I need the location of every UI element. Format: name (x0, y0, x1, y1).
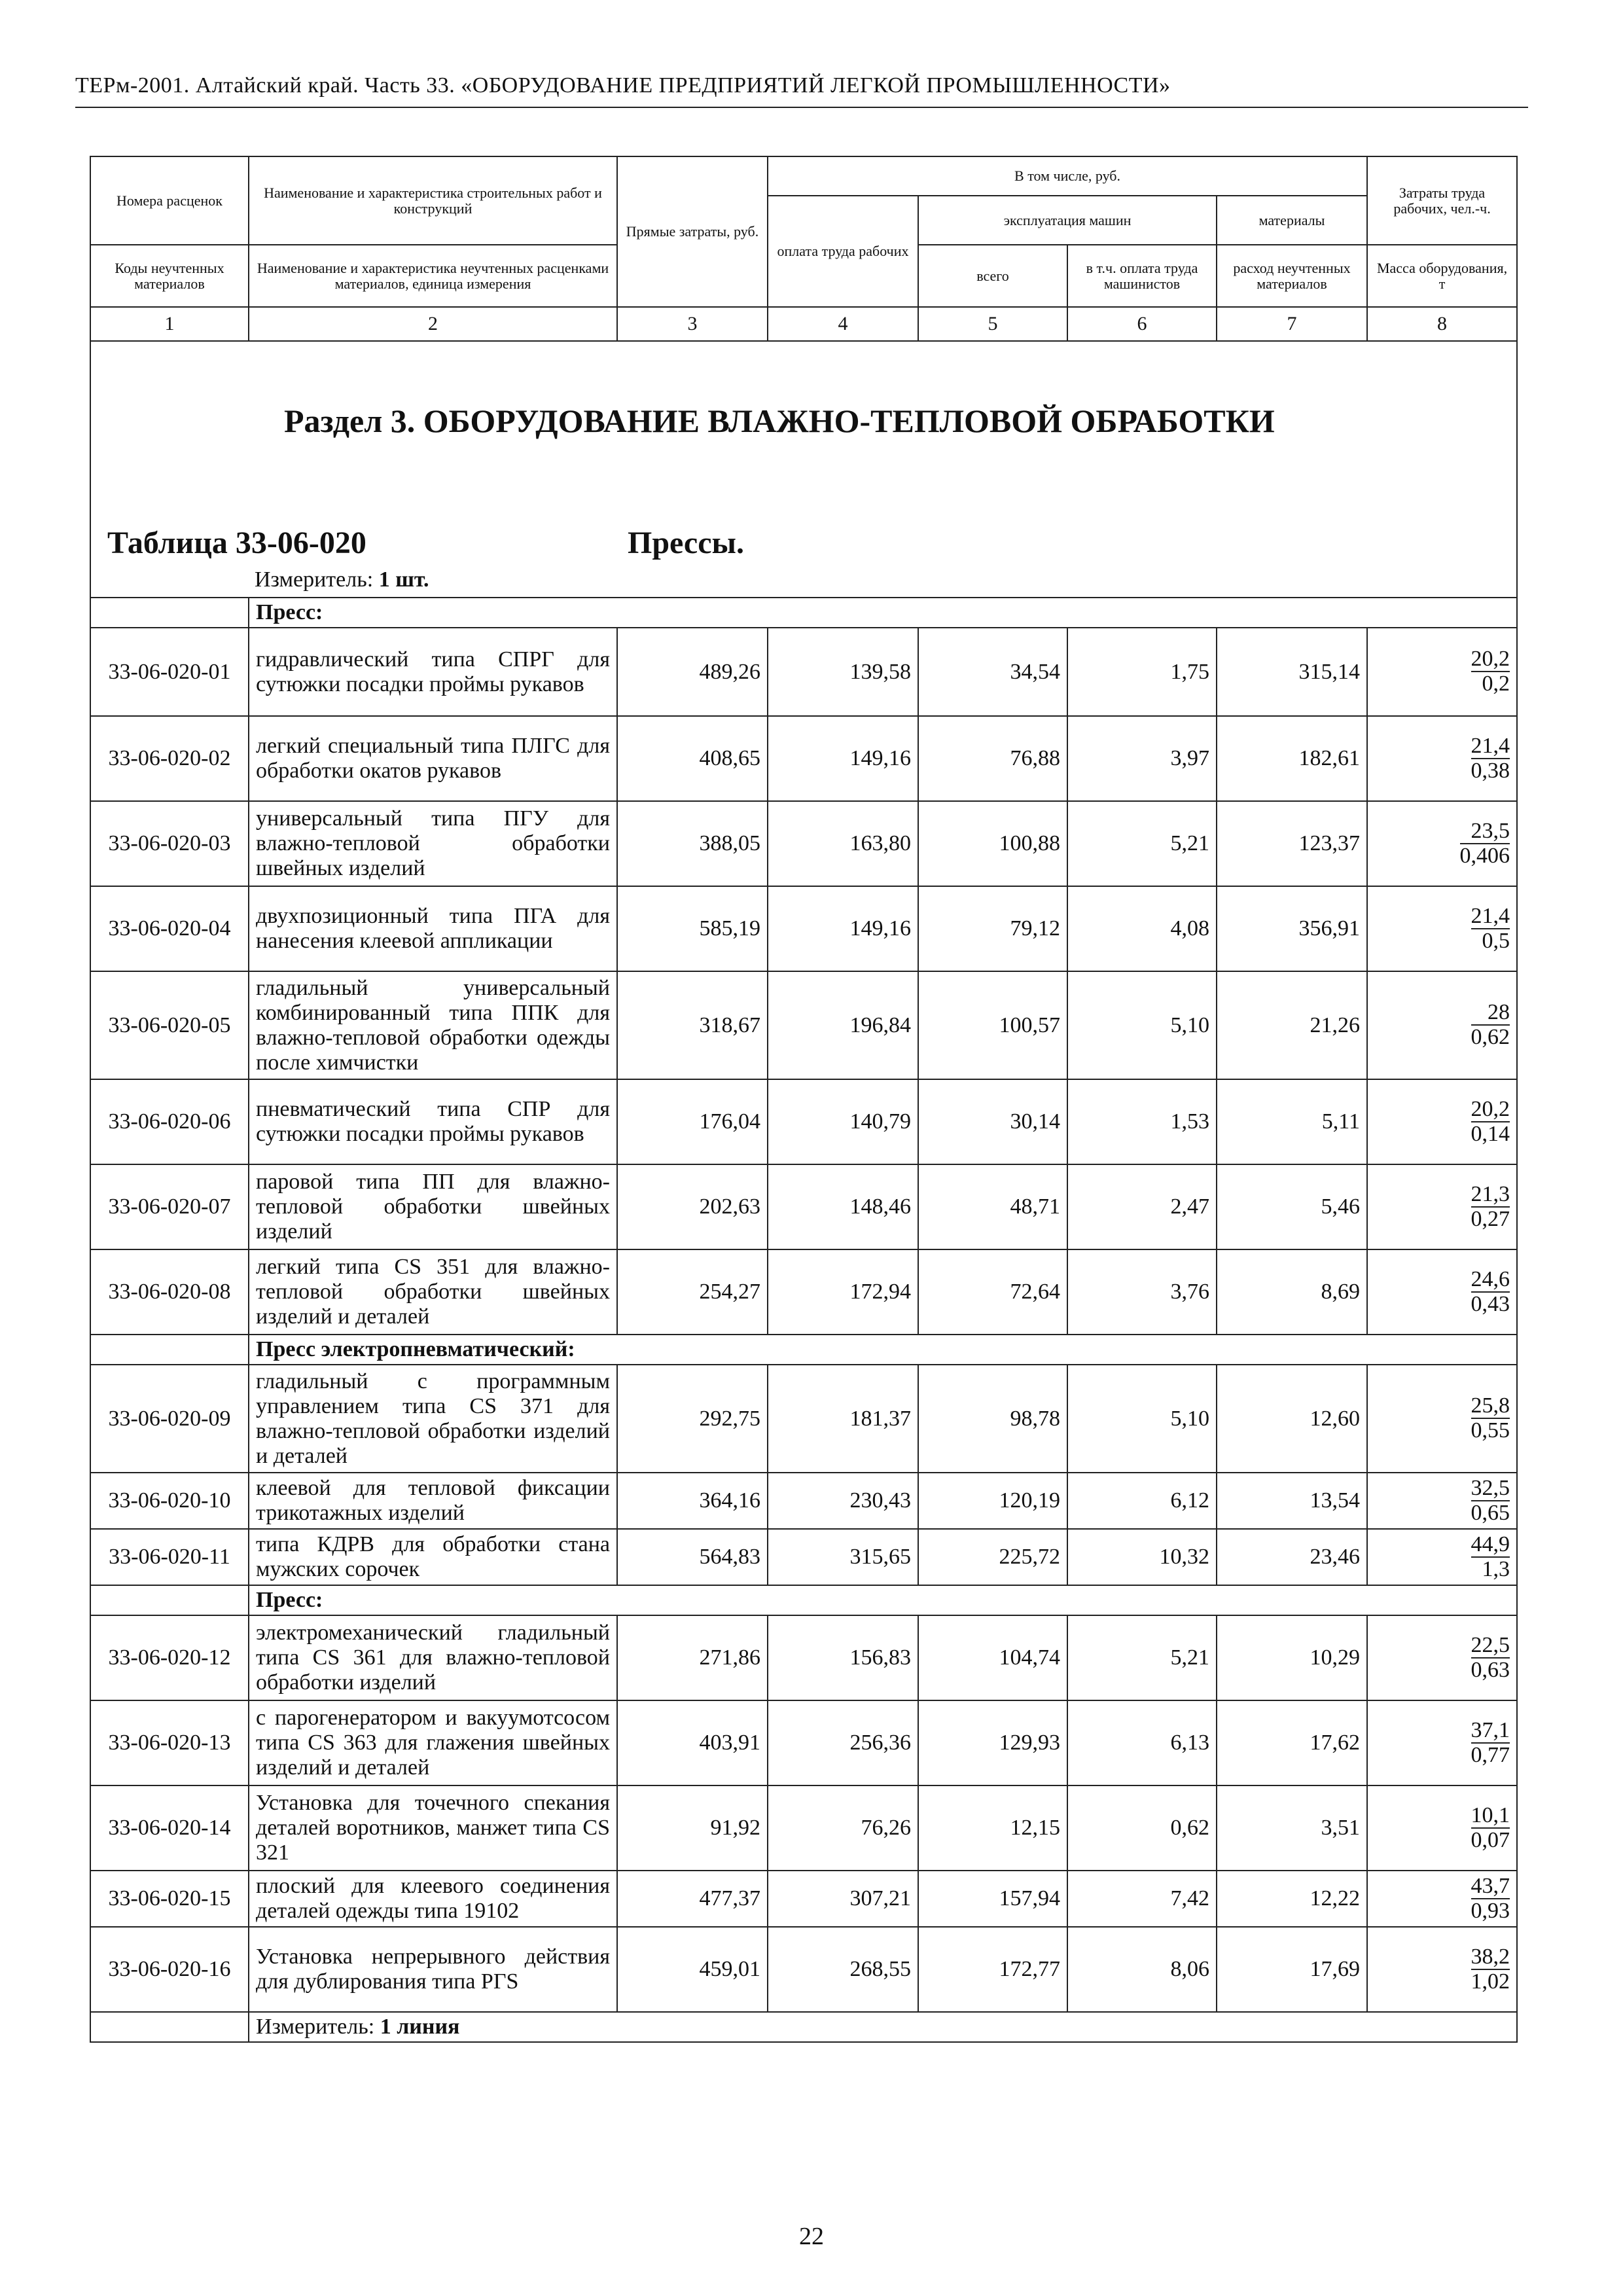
col-machines: эксплуатация машин (918, 196, 1217, 245)
labor-pay-value: 230,43 (768, 1473, 918, 1529)
direct-costs-value: 91,92 (617, 1785, 768, 1871)
labor-mass-fraction (1367, 716, 1517, 801)
fraction (1471, 1394, 1510, 1443)
fraction (1471, 1634, 1510, 1682)
labor-mass-fraction (1367, 1473, 1517, 1529)
labor-pay-value: 140,79 (768, 1079, 918, 1164)
table-row (90, 1529, 1517, 1585)
table-code: Таблица 33-06-020 (107, 526, 366, 560)
labor-pay-value: 163,80 (768, 801, 918, 886)
col-equipment-mass: Масса оборудования, т (1367, 245, 1517, 307)
category-row (90, 1585, 1517, 1615)
equipment-mass-value: 0,43 (1471, 1291, 1510, 1316)
rate-description: универсальный типа ПГУ для влажно-тепловой обработки швейных изделий (249, 801, 617, 886)
category-label: Пресс: (249, 598, 1517, 628)
footer-code-cell (90, 2012, 249, 2042)
operator-pay-value: 2,47 (1067, 1164, 1217, 1249)
table-row (90, 716, 1517, 801)
operator-pay-value: 1,53 (1067, 1079, 1217, 1164)
rate-code: 33-06-020-05 (90, 971, 249, 1079)
materials-value: 12,60 (1217, 1365, 1367, 1473)
table-row (90, 1473, 1517, 1529)
col-machines-operator-pay: в т.ч. оплата труда машинистов (1067, 245, 1217, 307)
equipment-mass-value: 0,93 (1471, 1898, 1510, 1923)
labor-costs-value: 21,3 (1471, 1181, 1510, 1206)
rate-description: гладильный универсальный комбинированный типа ППК для влажно-тепловой обработки одежды после химчистки (249, 971, 617, 1079)
operator-pay-value: 5,21 (1067, 801, 1217, 886)
equipment-mass-value: 0,63 (1471, 1657, 1510, 1682)
labor-mass-fraction (1367, 801, 1517, 886)
labor-mass-fraction (1367, 1164, 1517, 1249)
page-header: ТЕРм-2001. Алтайский край. Часть 33. «ОБОРУДОВАНИЕ ПРЕДПРИЯТИЙ ЛЕГКОЙ ПРОМЫШЛЕННОСТИ» (75, 73, 1171, 98)
labor-costs-value: 28 (1471, 1001, 1510, 1026)
machines-total-value: 100,88 (918, 801, 1067, 886)
rate-description: клеевой для тепловой фиксации трикотажных изделий (249, 1473, 617, 1529)
rate-description: с парогенератором и вакуумотсосом типа CS 363 для глажения швейных изделий и деталей (249, 1700, 617, 1785)
labor-costs-value: 24,6 (1471, 1266, 1510, 1291)
machines-total-value: 34,54 (918, 628, 1067, 716)
rows-body (90, 598, 1517, 2042)
labor-mass-fraction (1367, 1700, 1517, 1785)
materials-value: 5,46 (1217, 1164, 1367, 1249)
machines-total-value: 172,77 (918, 1927, 1067, 2012)
machines-total-value: 100,57 (918, 971, 1067, 1079)
table-row (90, 1249, 1517, 1335)
operator-pay-value: 4,08 (1067, 886, 1217, 971)
machines-total-value: 72,64 (918, 1249, 1067, 1335)
equipment-mass-value: 0,38 (1471, 758, 1510, 783)
fraction (1471, 1945, 1510, 1994)
rate-code: 33-06-020-15 (90, 1871, 249, 1927)
equipment-mass-value: 0,2 (1482, 672, 1510, 696)
rate-code: 33-06-020-14 (90, 1785, 249, 1871)
table-row (90, 1871, 1517, 1927)
meter-unit (255, 567, 429, 592)
col-number: 6 (1067, 307, 1217, 341)
category-row (90, 1335, 1517, 1365)
fraction (1471, 905, 1510, 953)
rate-code: 33-06-020-08 (90, 1249, 249, 1335)
equipment-mass-value: 0,62 (1471, 1025, 1510, 1049)
labor-pay-value: 172,94 (768, 1249, 918, 1335)
materials-value: 356,91 (1217, 886, 1367, 971)
col-number: 4 (768, 307, 918, 341)
operator-pay-value: 7,42 (1067, 1871, 1217, 1927)
rate-code: 33-06-020-12 (90, 1615, 249, 1700)
meter-label: Измеритель: (255, 567, 374, 592)
col-number: 1 (90, 307, 249, 341)
operator-pay-value: 5,10 (1067, 971, 1217, 1079)
labor-mass-fraction (1367, 628, 1517, 716)
materials-value: 182,61 (1217, 716, 1367, 801)
table-row (90, 628, 1517, 716)
direct-costs-value: 408,65 (617, 716, 768, 801)
materials-value: 315,14 (1217, 628, 1367, 716)
labor-pay-value: 156,83 (768, 1615, 918, 1700)
labor-costs-value: 44,9 (1471, 1532, 1510, 1556)
direct-costs-value: 202,63 (617, 1164, 768, 1249)
col-number: 5 (918, 307, 1067, 341)
rate-code: 33-06-020-10 (90, 1473, 249, 1529)
direct-costs-value: 364,16 (617, 1473, 768, 1529)
footer-meter-label: Измеритель: (256, 2015, 375, 2039)
labor-costs-value: 43,7 (1471, 1873, 1510, 1898)
direct-costs-value: 388,05 (617, 801, 768, 886)
operator-pay-value: 6,13 (1067, 1700, 1217, 1785)
table-row (90, 886, 1517, 971)
machines-total-value: 30,14 (918, 1079, 1067, 1164)
table-row (90, 1615, 1517, 1700)
col-number: 8 (1367, 307, 1517, 341)
direct-costs-value: 176,04 (617, 1079, 768, 1164)
equipment-mass-value: 0,406 (1459, 843, 1510, 868)
fraction (1471, 1533, 1510, 1581)
machines-total-value: 157,94 (918, 1871, 1067, 1927)
operator-pay-value: 5,21 (1067, 1615, 1217, 1700)
direct-costs-value: 459,01 (617, 1927, 768, 2012)
labor-mass-fraction (1367, 971, 1517, 1079)
labor-mass-fraction (1367, 1365, 1517, 1473)
category-code-cell (90, 1335, 249, 1365)
equipment-mass-value: 0,55 (1471, 1418, 1510, 1443)
machines-total-value: 120,19 (918, 1473, 1067, 1529)
rate-code: 33-06-020-16 (90, 1927, 249, 2012)
fraction (1471, 734, 1510, 783)
col-rates-number: Номера расценок (90, 156, 249, 245)
table-row (90, 1785, 1517, 1871)
machines-total-value: 48,71 (918, 1164, 1067, 1249)
materials-value: 123,37 (1217, 801, 1367, 886)
rate-description: гидравлический типа СПРГ для сутюжки посадки проймы рукавов (249, 628, 617, 716)
labor-mass-fraction (1367, 1871, 1517, 1927)
rate-description: двухпозиционный типа ПГА для нанесения клеевой аппликации (249, 886, 617, 971)
rate-code: 33-06-020-06 (90, 1079, 249, 1164)
labor-mass-fraction (1367, 1615, 1517, 1700)
rate-description: гладильный с программным управлением типа CS 371 для влажно-тепловой обработки изделий и деталей (249, 1365, 617, 1473)
materials-value: 8,69 (1217, 1249, 1367, 1335)
table-row (90, 1079, 1517, 1164)
equipment-mass-value: 0,14 (1471, 1121, 1510, 1146)
materials-value: 13,54 (1217, 1473, 1367, 1529)
labor-costs-value: 37,1 (1471, 1717, 1510, 1742)
category-code-cell (90, 598, 249, 628)
category-label: Пресс: (249, 1585, 1517, 1615)
machines-total-value: 98,78 (918, 1365, 1067, 1473)
direct-costs-value: 318,67 (617, 971, 768, 1079)
rate-description: легкий типа CS 351 для влажно-тепловой обработки швейных изделий и деталей (249, 1249, 617, 1335)
rates-table (90, 156, 1518, 2043)
labor-mass-fraction (1367, 1927, 1517, 2012)
table-row (90, 1164, 1517, 1249)
page-number: 22 (799, 2223, 824, 2250)
fraction (1471, 647, 1510, 696)
labor-costs-value: 21,4 (1471, 733, 1510, 758)
materials-value: 10,29 (1217, 1615, 1367, 1700)
rate-description: паровой типа ПП для влажно-тепловой обработки швейных изделий (249, 1164, 617, 1249)
category-code-cell (90, 1585, 249, 1615)
operator-pay-value: 5,10 (1067, 1365, 1217, 1473)
operator-pay-value: 8,06 (1067, 1927, 1217, 2012)
direct-costs-value: 585,19 (617, 886, 768, 971)
equipment-mass-value: 0,07 (1471, 1827, 1510, 1852)
materials-value: 21,26 (1217, 971, 1367, 1079)
operator-pay-value: 1,75 (1067, 628, 1217, 716)
fraction (1471, 1874, 1510, 1923)
labor-costs-value: 20,2 (1471, 647, 1510, 671)
table-row (90, 801, 1517, 886)
footer-meter (249, 2012, 1517, 2042)
col-unaccounted-codes: Коды неучтенных материалов (90, 245, 249, 307)
labor-mass-fraction (1367, 1529, 1517, 1585)
col-unaccounted-names: Наименование и характеристика неучтенных расценками материалов, единица измерения (249, 245, 617, 307)
table-row (90, 1927, 1517, 2012)
fraction (1471, 1719, 1510, 1767)
machines-total-value: 104,74 (918, 1615, 1067, 1700)
machines-total-value: 129,93 (918, 1700, 1067, 1785)
direct-costs-value: 254,27 (617, 1249, 768, 1335)
labor-pay-value: 315,65 (768, 1529, 918, 1585)
labor-mass-fraction (1367, 1249, 1517, 1335)
operator-pay-value: 0,62 (1067, 1785, 1217, 1871)
labor-costs-value: 25,8 (1471, 1393, 1510, 1418)
rate-description: Установка для точечного спекания деталей воротников, манжет типа CS 321 (249, 1785, 617, 1871)
table-row (90, 1365, 1517, 1473)
labor-pay-value: 76,26 (768, 1785, 918, 1871)
meter-value: 1 шт. (378, 567, 429, 592)
labor-mass-fraction (1367, 886, 1517, 971)
rate-description: электромеханический гладильный типа CS 361 для влажно-тепловой обработки изделий (249, 1615, 617, 1700)
rate-code: 33-06-020-04 (90, 886, 249, 971)
col-number: 7 (1217, 307, 1367, 341)
labor-costs-value: 22,5 (1471, 1632, 1510, 1657)
labor-costs-value: 23,5 (1460, 819, 1510, 844)
machines-total-value: 12,15 (918, 1785, 1067, 1871)
direct-costs-value: 564,83 (617, 1529, 768, 1585)
direct-costs-value: 271,86 (617, 1615, 768, 1700)
operator-pay-value: 3,76 (1067, 1249, 1217, 1335)
materials-value: 17,69 (1217, 1927, 1367, 2012)
machines-total-value: 76,88 (918, 716, 1067, 801)
labor-pay-value: 148,46 (768, 1164, 918, 1249)
rate-code: 33-06-020-01 (90, 628, 249, 716)
direct-costs-value: 292,75 (617, 1365, 768, 1473)
labor-mass-fraction (1367, 1079, 1517, 1164)
fraction (1471, 1001, 1510, 1049)
operator-pay-value: 3,97 (1067, 716, 1217, 801)
rate-description: легкий специальный типа ПЛГС для обработки окатов рукавов (249, 716, 617, 801)
equipment-mass-value: 0,27 (1471, 1206, 1510, 1231)
rate-description: типа КДРВ для обработки стана мужских сорочек (249, 1529, 617, 1585)
fraction (1471, 1268, 1510, 1316)
direct-costs-value: 477,37 (617, 1871, 768, 1927)
rate-code: 33-06-020-11 (90, 1529, 249, 1585)
labor-pay-value: 139,58 (768, 628, 918, 716)
rate-code: 33-06-020-02 (90, 716, 249, 801)
col-labor-costs: Затраты труда рабочих, чел.-ч. (1367, 156, 1517, 245)
equipment-mass-value: 0,65 (1471, 1500, 1510, 1525)
col-machines-total: всего (918, 245, 1067, 307)
labor-pay-value: 149,16 (768, 886, 918, 971)
col-number: 2 (249, 307, 617, 341)
labor-costs-value: 21,4 (1471, 903, 1510, 928)
table-row (90, 1700, 1517, 1785)
equipment-mass-value: 1,02 (1471, 1969, 1510, 1994)
col-including: В том числе, руб. (768, 156, 1367, 196)
rate-code: 33-06-020-13 (90, 1700, 249, 1785)
direct-costs-value: 489,26 (617, 628, 768, 716)
equipment-mass-value: 0,5 (1482, 928, 1510, 953)
fraction (1471, 1477, 1510, 1525)
rate-description: пневматический типа СПР для сутюжки посадки проймы рукавов (249, 1079, 617, 1164)
direct-costs-value: 403,91 (617, 1700, 768, 1785)
col-number: 3 (617, 307, 768, 341)
rate-code: 33-06-020-03 (90, 801, 249, 886)
fraction (1460, 819, 1510, 868)
rate-description: Установка непрерывного действия для дублирования типа PГS (249, 1927, 617, 2012)
header-rule (75, 107, 1528, 108)
col-work-name: Наименование и характеристика строительных работ и конструкций (249, 156, 617, 245)
labor-pay-value: 181,37 (768, 1365, 918, 1473)
section-block (90, 341, 1517, 598)
footer-meter-row (90, 2012, 1517, 2042)
col-materials-unaccounted: расход неучтенных материалов (1217, 245, 1367, 307)
col-labor-pay: оплата труда рабочих (768, 196, 918, 307)
table-name: Прессы. (628, 526, 745, 560)
rate-code: 33-06-020-07 (90, 1164, 249, 1249)
materials-value: 12,22 (1217, 1871, 1367, 1927)
labor-pay-value: 307,21 (768, 1871, 918, 1927)
category-row (90, 598, 1517, 628)
category-label: Пресс электропневматический: (249, 1335, 1517, 1365)
fraction (1471, 1183, 1510, 1231)
table-row (90, 971, 1517, 1079)
operator-pay-value: 6,12 (1067, 1473, 1217, 1529)
labor-pay-value: 256,36 (768, 1700, 918, 1785)
rate-code: 33-06-020-09 (90, 1365, 249, 1473)
section-title: Раздел 3. ОБОРУДОВАНИЕ ВЛАЖНО-ТЕПЛОВОЙ ОБРАБОТКИ (284, 403, 1275, 439)
labor-pay-value: 268,55 (768, 1927, 918, 2012)
fraction (1471, 1804, 1510, 1852)
operator-pay-value: 10,32 (1067, 1529, 1217, 1585)
materials-value: 5,11 (1217, 1079, 1367, 1164)
labor-costs-value: 20,2 (1471, 1096, 1510, 1121)
labor-pay-value: 196,84 (768, 971, 918, 1079)
materials-value: 17,62 (1217, 1700, 1367, 1785)
equipment-mass-value: 1,3 (1482, 1556, 1510, 1581)
footer-meter-value: 1 линия (380, 2015, 460, 2039)
machines-total-value: 225,72 (918, 1529, 1067, 1585)
materials-value: 3,51 (1217, 1785, 1367, 1871)
labor-costs-value: 38,2 (1471, 1944, 1510, 1969)
col-direct-costs: Прямые затраты, руб. (617, 156, 768, 307)
materials-value: 23,46 (1217, 1529, 1367, 1585)
rate-description: плоский для клеевого соединения деталей одежды типа 19102 (249, 1871, 617, 1927)
labor-costs-value: 32,5 (1471, 1475, 1510, 1500)
labor-pay-value: 149,16 (768, 716, 918, 801)
col-materials: материалы (1217, 196, 1367, 245)
machines-total-value: 79,12 (918, 886, 1067, 971)
equipment-mass-value: 0,77 (1471, 1742, 1510, 1767)
fraction (1471, 1098, 1510, 1146)
labor-costs-value: 10,1 (1471, 1803, 1510, 1827)
labor-mass-fraction (1367, 1785, 1517, 1871)
